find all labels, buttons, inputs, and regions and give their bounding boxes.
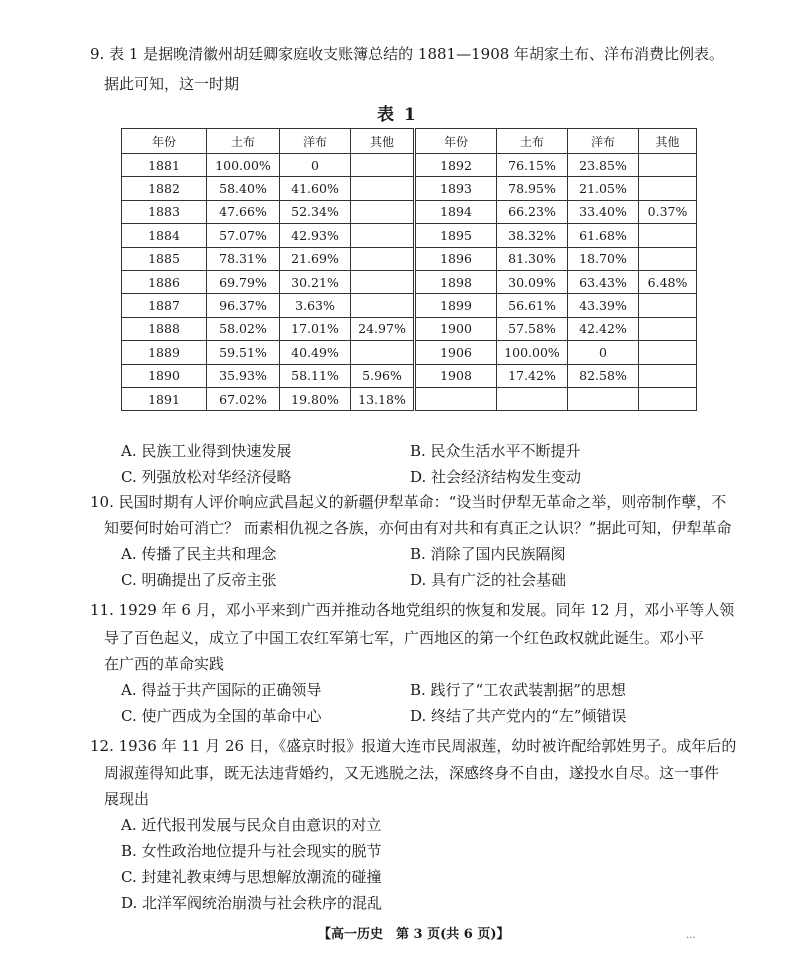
cell-foreign-cloth: 0 <box>568 341 639 364</box>
cell-other <box>639 364 697 387</box>
cell-year: 1893 <box>415 177 497 200</box>
q10-stem-line2: 知要何时始可消亡？ 而素相仇视之各族，亦何由有对共和有真正之认识？”据此可知，伊犁革命 <box>104 519 732 537</box>
cell-year: 1890 <box>122 364 207 387</box>
header-native-cloth: 土布 <box>207 129 280 154</box>
cell-year: 1888 <box>122 317 207 340</box>
cell-year <box>415 387 497 410</box>
cell-native-cloth: 17.42% <box>497 364 568 387</box>
cell-native-cloth: 59.51% <box>207 341 280 364</box>
cell-year: 1889 <box>122 341 207 364</box>
q10-stem-line1: 10. 民国时期有人评价响应武昌起义的新疆伊犁革命：“设当时伊犁无革命之举，则帝制作孽，不 <box>90 493 727 511</box>
q12-option-c: C. 封建礼教束缚与思想解放潮流的碰撞 <box>121 868 382 886</box>
cell-native-cloth: 35.93% <box>207 364 280 387</box>
cell-foreign-cloth: 63.43% <box>568 270 639 293</box>
q12-option-b: B. 女性政治地位提升与社会现实的脱节 <box>121 842 382 860</box>
cell-native-cloth: 100.00% <box>207 154 280 177</box>
table-row <box>122 341 697 364</box>
q11-stem-line3: 在广西的革命实践 <box>104 655 225 673</box>
cell-native-cloth: 58.02% <box>207 317 280 340</box>
cell-foreign-cloth: 58.11% <box>280 364 351 387</box>
cell-foreign-cloth: 41.60% <box>280 177 351 200</box>
q11-option-a: A. 得益于共产国际的正确领导 <box>121 681 322 699</box>
q10-option-d: D. 具有广泛的社会基础 <box>410 571 567 589</box>
q9-option-d: D. 社会经济结构发生变动 <box>410 468 582 486</box>
cell-other <box>351 224 415 247</box>
cell-native-cloth: 57.07% <box>207 224 280 247</box>
cell-foreign-cloth: 21.05% <box>568 177 639 200</box>
table-caption: 表 1 <box>377 105 418 125</box>
table-row <box>122 317 697 340</box>
cell-year: 1895 <box>415 224 497 247</box>
cell-native-cloth <box>497 387 568 410</box>
cell-other <box>351 270 415 293</box>
cell-year: 1885 <box>122 247 207 270</box>
q9-option-a: A. 民族工业得到快速发展 <box>121 442 292 460</box>
cell-native-cloth: 96.37% <box>207 294 280 317</box>
cell-native-cloth: 66.23% <box>497 200 568 223</box>
cell-native-cloth: 78.31% <box>207 247 280 270</box>
cell-other <box>639 294 697 317</box>
cell-foreign-cloth: 42.93% <box>280 224 351 247</box>
cell-year: 1908 <box>415 364 497 387</box>
cell-foreign-cloth: 21.69% <box>280 247 351 270</box>
cell-native-cloth: 69.79% <box>207 270 280 293</box>
cell-native-cloth: 100.00% <box>497 341 568 364</box>
table-row <box>122 200 697 223</box>
cell-native-cloth: 38.32% <box>497 224 568 247</box>
cell-other: 0.37% <box>639 200 697 223</box>
q12-stem-line2: 周淑莲得知此事，既无法违背婚约，又无逃脱之法，深感终身不自由，遂投水自尽。这一事件 <box>104 764 720 782</box>
cell-year: 1906 <box>415 341 497 364</box>
cell-year: 1881 <box>122 154 207 177</box>
q9-option-c: C. 列强放松对华经济侵略 <box>121 468 292 486</box>
cell-other <box>351 294 415 317</box>
consumption-table <box>121 128 697 411</box>
cell-foreign-cloth: 19.80% <box>280 387 351 410</box>
cell-native-cloth: 76.15% <box>497 154 568 177</box>
cell-other <box>639 387 697 410</box>
cell-year: 1896 <box>415 247 497 270</box>
table-row <box>122 177 697 200</box>
cell-year: 1892 <box>415 154 497 177</box>
table-row <box>122 247 697 270</box>
q12-option-a: A. 近代报刊发展与民众自由意识的对立 <box>121 816 382 834</box>
cell-foreign-cloth: 33.40% <box>568 200 639 223</box>
header-year: 年份 <box>122 129 207 154</box>
cell-other <box>639 224 697 247</box>
cell-year: 1882 <box>122 177 207 200</box>
cell-year: 1899 <box>415 294 497 317</box>
cell-other <box>639 317 697 340</box>
q9-stem-line1: 9. 表 1 是据晚清徽州胡廷卿家庭收支账簿总结的 1881—1908 年胡家土布、洋布消费比例表。 <box>90 45 725 63</box>
cell-other <box>351 177 415 200</box>
header-native-cloth: 土布 <box>497 129 568 154</box>
cell-foreign-cloth: 18.70% <box>568 247 639 270</box>
cell-year: 1891 <box>122 387 207 410</box>
cell-foreign-cloth: 40.49% <box>280 341 351 364</box>
cell-other <box>639 341 697 364</box>
cell-foreign-cloth: 82.58% <box>568 364 639 387</box>
cell-foreign-cloth: 0 <box>280 154 351 177</box>
cell-native-cloth: 47.66% <box>207 200 280 223</box>
q11-stem-line2: 导了百色起义，成立了中国工农红军第七军，广西地区的第一个红色政权就此诞生。邓小平 <box>104 629 705 647</box>
cell-foreign-cloth <box>568 387 639 410</box>
cell-foreign-cloth: 30.21% <box>280 270 351 293</box>
q11-option-b: B. 践行了“工农武装割据”的思想 <box>410 681 626 699</box>
cell-native-cloth: 30.09% <box>497 270 568 293</box>
page-footer: 【高一历史 第 3 页(共 6 页)】 <box>318 927 510 942</box>
cell-foreign-cloth: 61.68% <box>568 224 639 247</box>
header-other: 其他 <box>639 129 697 154</box>
cell-foreign-cloth: 17.01% <box>280 317 351 340</box>
cell-other: 6.48% <box>639 270 697 293</box>
cell-other: 13.18% <box>351 387 415 410</box>
cell-foreign-cloth: 52.34% <box>280 200 351 223</box>
table-row <box>122 387 697 410</box>
table-row <box>122 154 697 177</box>
q10-option-a: A. 传播了民主共和理念 <box>121 545 277 563</box>
cell-foreign-cloth: 42.42% <box>568 317 639 340</box>
cell-native-cloth: 78.95% <box>497 177 568 200</box>
cell-other <box>351 200 415 223</box>
q10-option-c: C. 明确提出了反帝主张 <box>121 571 277 589</box>
q11-option-c: C. 使广西成为全国的革命中心 <box>121 707 322 725</box>
cell-other <box>351 247 415 270</box>
q12-stem-line1: 12. 1936 年 11 月 26 日，《盛京时报》报道大连市民周淑莲，幼时被许配给郭姓男子。成年后的 <box>90 737 737 755</box>
header-foreign-cloth: 洋布 <box>568 129 639 154</box>
table-row <box>122 270 697 293</box>
table-row <box>122 294 697 317</box>
cell-native-cloth: 81.30% <box>497 247 568 270</box>
cell-year: 1900 <box>415 317 497 340</box>
cell-foreign-cloth: 43.39% <box>568 294 639 317</box>
cell-native-cloth: 57.58% <box>497 317 568 340</box>
cell-year: 1886 <box>122 270 207 293</box>
cell-native-cloth: 67.02% <box>207 387 280 410</box>
table-header-row <box>122 129 697 154</box>
q12-stem-line3: 展现出 <box>104 790 150 808</box>
cell-other: 5.96% <box>351 364 415 387</box>
cell-year: 1883 <box>122 200 207 223</box>
cell-foreign-cloth: 3.63% <box>280 294 351 317</box>
table-row <box>122 364 697 387</box>
cell-year: 1898 <box>415 270 497 293</box>
cell-other <box>639 247 697 270</box>
cell-other <box>351 154 415 177</box>
table-row <box>122 224 697 247</box>
header-year: 年份 <box>415 129 497 154</box>
q9-option-b: B. 民众生活水平不断提升 <box>410 442 581 460</box>
cell-foreign-cloth: 23.85% <box>568 154 639 177</box>
cell-native-cloth: 56.61% <box>497 294 568 317</box>
cell-year: 1887 <box>122 294 207 317</box>
cell-other <box>639 177 697 200</box>
cell-other <box>639 154 697 177</box>
header-foreign-cloth: 洋布 <box>280 129 351 154</box>
header-other: 其他 <box>351 129 415 154</box>
cell-native-cloth: 58.40% <box>207 177 280 200</box>
cell-other: 24.97% <box>351 317 415 340</box>
cell-other <box>351 341 415 364</box>
q9-stem-line2: 据此可知，这一时期 <box>104 75 240 93</box>
q11-option-d: D. 终结了共产党内的“左”倾错误 <box>410 707 627 725</box>
cell-year: 1894 <box>415 200 497 223</box>
q10-option-b: B. 消除了国内民族隔阂 <box>410 545 566 563</box>
cell-year: 1884 <box>122 224 207 247</box>
corner-mark: ... <box>686 930 696 941</box>
q11-stem-line1: 11. 1929 年 6 月，邓小平来到广西并推动各地党组织的恢复和发展。同年 12 月，邓小平等人领 <box>90 601 735 619</box>
q12-option-d: D. 北洋军阀统治崩溃与社会秩序的混乱 <box>121 894 383 912</box>
